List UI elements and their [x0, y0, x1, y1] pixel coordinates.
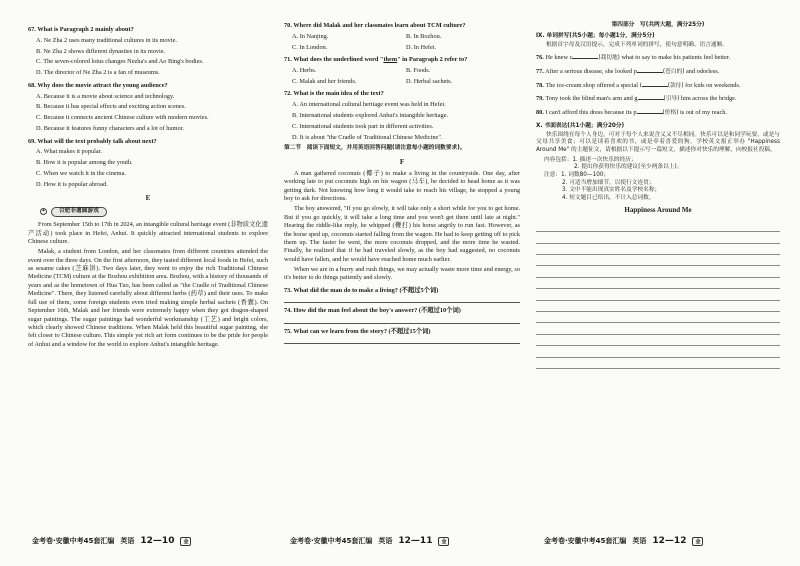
passage-f-paragraph-2: The boy answered, "If you go slowly, it will take only a short while for you to get home. But if you go quickly, it will take a long time and you won't get there until late at night." Hearing the riddle-like reply, he whipped (鞭打) his horse angrily to run fast. However, as the horse sped up, coconuts started falling from the wagon. He had to keep getting off to pick them up. The faster he went, the more coconuts dropped, and the more time he wasted. Finally, he realized that if he had traveled slowly, as the boy had suggested, no coconuts would have fallen, and he would have reached home much earlier. [284, 205, 520, 263]
question-number: 77. [536, 68, 544, 76]
answer-line[interactable] [284, 295, 520, 303]
sentence-post: is out of my reach. [679, 108, 727, 116]
content-requirement-2: 2. 提出你获得快乐的建议(至少两条以上)。 [574, 164, 683, 171]
note-3: 3. 文中不能出现真实姓名及学校名称； [562, 187, 661, 194]
blank-input[interactable] [642, 81, 668, 87]
option-d[interactable]: D. How it is popular abroad. [36, 180, 108, 188]
option-c[interactable]: C. In London. [292, 43, 328, 51]
hint: (款待) [667, 82, 684, 89]
question-67 [28, 26, 268, 78]
question-text: How did the man feel about the boy's answer? (不超过10个词) [293, 307, 461, 315]
answer-line[interactable] [284, 336, 520, 344]
option-b[interactable]: B. Ne Zha 2 shows different dynasties in its movie. [36, 47, 166, 55]
passage-e-paragraph-1: From September 15th to 17th in 2024, an intangible cultural heritage event (非物质文化遗产活动) took place in Hefei, Anhui. It quickly attracted international students to explore Chinese culture. [28, 221, 268, 246]
blank-input[interactable] [637, 67, 663, 73]
note-2: 2. 可适当增加细节，以使行文连贯； [562, 179, 655, 186]
footer-book-title: 金考卷·安徽中考45套汇编 [544, 537, 627, 545]
option-b[interactable]: B. Because it has special effects and exciting action scenes. [36, 103, 186, 111]
option-a[interactable]: A. Because it is a movie about science and technology. [36, 92, 175, 100]
essay-writing-area[interactable] [536, 221, 780, 369]
sentence-post: and odorless. [686, 68, 720, 76]
option-a[interactable]: A. Ne Zha 2 uses many traditional cultures in its movie. [36, 36, 177, 44]
sentence-pre: After a serious disease, she looked p [545, 68, 637, 76]
question-text: What is Paragraph 2 mainly about? [37, 26, 134, 33]
passage-e-paragraph-2: Malak, a student from London, and her classmates from different countries attended the event over the three days. On the first afternoon, they tasted different local foods in Hefei, such as sesame cakes (芝麻饼). Two days later, they went to enjoy the rich Traditional Chinese Medicine (TCM) culture at the Bozhou exhibition area. Bozhou, with a history of thousands of years and as the hometown of Hua Tuo, has been called as "the Cradle of Traditional Chinese Medicine". There, they listened carefully about different herbs (药草) and their uses. To make full use of them, some foreign students even tried making simple herbal sachets (香囊). On September 16th, Malak and her friends were extremely happy when they got dragon-shaped sugar paintings. The sugar paintings had wonderful workmanship (工艺) and bright colors, which clearly showed Chinese traditions. When Malak held this beautiful sugar painting, she felt closer to Chinese culture. This simple yet rich art form continues to be the pride for people of Anhui and a window for the world to explore Anhui's intangible heritage. [28, 248, 268, 348]
section-2-instructions: 第二节 阅读下面短文，并用英语回答问题(请注意每小题的词数要求)。 [284, 144, 466, 151]
question-text-post: " in Paragraph 2 refer to? [397, 56, 468, 64]
footer-book-title: 金考卷·安徽中考45套汇编 [32, 537, 115, 545]
question-number: 78. [536, 81, 544, 89]
footer-subject: 英语 [632, 537, 647, 545]
option-a[interactable]: A. Herbs. [292, 66, 317, 74]
section-9-title: Ⅸ. 单词拼写(共5小题；每小题1分，满分5分) [536, 32, 655, 39]
question-75 [284, 328, 520, 344]
footer-right [544, 536, 703, 546]
publisher-logo-icon: 金 [692, 537, 703, 546]
question-number: 74. [284, 307, 292, 315]
content-requirement-1: 内容包括：1. 描述一次快乐的经历； [544, 156, 637, 163]
question-text-pre: What does the underlined word " [293, 56, 384, 64]
question-text: Where did Malak and her classmates learn about TCM culture? [293, 22, 466, 29]
option-d[interactable]: D. The director of Ne Zha 2 is a fan of museums. [36, 69, 160, 77]
question-70 [284, 22, 520, 52]
column-middle [284, 22, 520, 345]
publisher-logo-icon: 金 [180, 537, 191, 546]
option-b[interactable]: B. In Bozhou. [406, 32, 442, 40]
sentence-post: what to say to make his patients feel better. [621, 54, 731, 62]
column-right [536, 22, 780, 369]
option-a[interactable]: A. In Nanjing. [292, 32, 329, 40]
sentence-pre: The ice-cream shop offered a special f [545, 81, 642, 89]
hint: (苍白的) [662, 69, 685, 76]
page-number: 12—11 [398, 536, 433, 546]
blank-input[interactable] [572, 53, 598, 59]
underlined-word: them [383, 56, 398, 64]
option-d[interactable]: D. Because it features funny characters and a lot of humor. [36, 125, 184, 133]
blank-input[interactable] [637, 108, 663, 114]
question-71 [284, 56, 520, 86]
question-number: 73. [284, 286, 292, 294]
option-d[interactable]: D. Herbal sachets. [406, 77, 453, 85]
question-68 [28, 82, 268, 134]
blank-input[interactable] [638, 94, 664, 100]
footer-book-title: 金考卷·安徽中考45套汇编 [290, 537, 373, 545]
hint: (价格) [662, 109, 679, 116]
question-76 [536, 53, 780, 63]
question-number: 72. [284, 90, 292, 98]
question-number: 68. [28, 81, 36, 89]
banner-label: 合肥非遗圆游戏 [51, 207, 107, 218]
answer-line[interactable] [284, 316, 520, 324]
column-left [28, 22, 268, 349]
option-b[interactable]: B. International students explored Anhui's intangible heritage. [292, 111, 449, 119]
hint: (栽切地) [598, 55, 620, 62]
sentence-pre: Tony took the blind man's arm and g [545, 95, 638, 103]
question-74 [284, 307, 520, 323]
question-number: 69. [28, 137, 36, 145]
footer-subject: 英语 [378, 537, 393, 545]
hint: (引导) [663, 96, 680, 103]
question-number: 75. [284, 327, 292, 335]
question-number: 71. [284, 56, 292, 64]
option-d[interactable]: D. It is about "the Cradle of Traditional Chinese Medicine". [292, 133, 443, 141]
section-10-title: X. 书面表达(共1小题；满分20分) [536, 122, 625, 129]
question-number: 76. [536, 54, 544, 62]
question-73 [284, 287, 520, 303]
question-79 [536, 94, 780, 104]
option-a[interactable]: A. What makes it popular. [36, 148, 102, 156]
option-b[interactable]: B. How it is popular among the youth. [36, 159, 133, 167]
question-number: 67. [28, 26, 36, 33]
option-a[interactable]: A. An international cultural heritage event was held in Hefei. [292, 101, 446, 109]
question-text: What will the text probably talk about next? [37, 137, 157, 145]
note-4: 4. 短文题目已给出，不计入总词数。 [562, 194, 655, 201]
page-number: 12—12 [652, 536, 687, 546]
footer-subject: 英语 [120, 537, 135, 545]
part-four-title: 第四部分 写(共两大题，满分25分) [611, 22, 705, 28]
question-text: What did the man do to make a living? (不超过5个词) [293, 286, 439, 294]
publisher-logo-icon: 金 [438, 537, 449, 546]
sentence-pre: He knew c [545, 54, 573, 62]
option-c[interactable]: C. Because it connects ancient Chinese culture with modern movies. [36, 114, 209, 122]
question-text: Why does the movie attract the young audience? [37, 81, 168, 89]
option-c[interactable]: C. The seven-colored lotus changes Nezha's and Ao Bing's bodies. [36, 58, 204, 66]
compass-icon: ✦ [41, 208, 46, 214]
question-number: 79. [536, 95, 544, 103]
footer-left [32, 536, 191, 546]
question-78 [536, 81, 780, 91]
section-9-description: 根据首字母及汉语提示，完成下列单词的拼写，使句意明确、语言通顺。 [546, 41, 728, 48]
question-text: What is the main idea of the text? [293, 90, 384, 98]
section-e-heading: E [145, 194, 151, 203]
question-69 [28, 138, 268, 190]
section-10-description: 快乐围绕在每个人身边，可对于每个人来说含义又不尽相同。快乐可以是和同学玩耍，或是与父母共享美食；可以是读着喜欢的书，或是牵着喜爱的狗。学校英文报正举办 "Happiness Around Me" 的主题征文，请根据以下提示写一篇短文，描述你对快乐的理解，向校报社投稿。 [536, 131, 780, 154]
question-text: What can we learn from the story? (不超过15个词) [293, 327, 431, 335]
option-c[interactable]: C. International students took part in different activities. [292, 122, 434, 130]
essay-title: Happiness Around Me [624, 205, 692, 214]
option-d[interactable]: D. In Hefei. [406, 43, 437, 51]
passage-f-paragraph-3: When we are in a hurry and rush things, we may actually waste more time and energy, so it's better to do things patiently and slowly. [284, 265, 520, 282]
sentence-post: him across the bridge. [680, 95, 737, 103]
footer-middle [290, 536, 449, 546]
option-c[interactable]: C. Malak and her friends. [292, 77, 357, 85]
question-number: 70. [284, 22, 292, 29]
sentence-pre: I can't afford this dress because its p [545, 108, 637, 116]
option-b[interactable]: B. Foods. [406, 66, 431, 74]
sentence-post: for kids on weekends. [685, 81, 741, 89]
option-c[interactable]: C. When we watch it in the cinema. [36, 169, 126, 177]
question-72 [284, 90, 520, 142]
passage-f-paragraph-1: A man gathered coconuts (椰子) to make a living in the countryside. One day, after working late to put coconuts high on his wagon (马车), he decided to head home as it was getting dark. Not knowing how long it would take to reach his village, he stopped a young boy to ask for directions. [284, 169, 520, 203]
section-f-heading: F [399, 157, 405, 166]
note-1: 注意：1. 词数80—100； [544, 171, 610, 178]
question-number: 80. [536, 108, 544, 116]
question-80 [536, 108, 780, 118]
passage-banner [40, 207, 268, 218]
page-number: 12—10 [140, 536, 175, 546]
question-77 [536, 67, 780, 77]
